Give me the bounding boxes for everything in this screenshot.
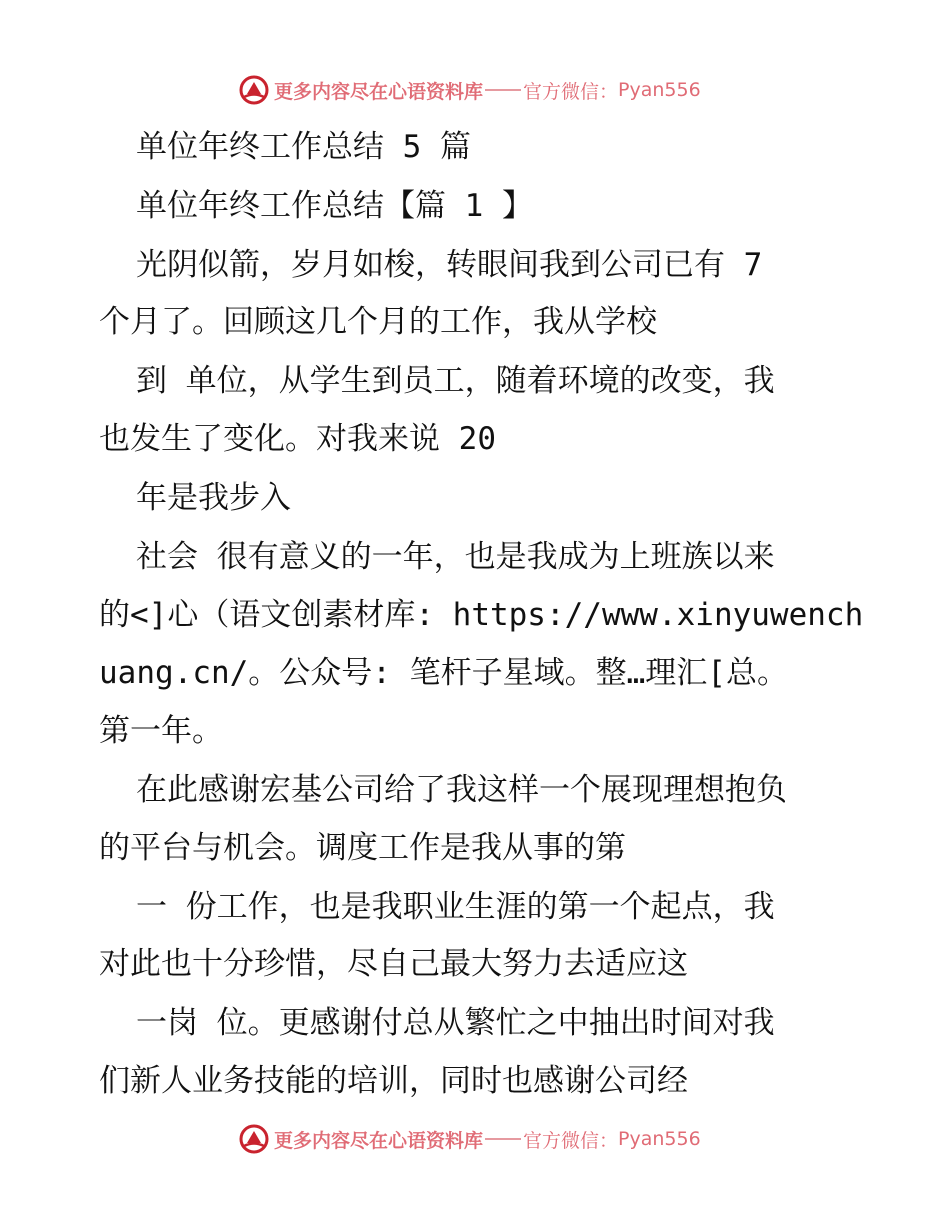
paragraph-line: 第一年。 xyxy=(99,713,223,749)
banner-wechat-id: Pyan556 xyxy=(618,79,701,101)
book-logo-icon xyxy=(238,1123,270,1155)
banner-dash xyxy=(485,89,521,91)
paragraph-line: 也发生了变化。对我来说 20 xyxy=(99,421,496,457)
paragraph-line: 年是我步入 xyxy=(136,480,291,516)
banner-wechat-id: Pyan556 xyxy=(618,1128,701,1150)
footer-banner xyxy=(238,1121,758,1157)
banner-dash xyxy=(485,1138,521,1140)
banner-wechat-label: 官方微信： xyxy=(523,80,619,103)
paragraph-line: 一 份工作，也是我职业生涯的第一个起点，我 xyxy=(136,889,775,925)
paragraph-line: 到 单位，从学生到员工，随着环境的改变，我 xyxy=(136,363,775,399)
banner-text: 更多内容尽在心语资料库 xyxy=(274,1129,484,1152)
book-logo-icon xyxy=(238,74,270,106)
paragraph-line: 对此也十分珍惜，尽自己最大努力去适应这 xyxy=(99,946,688,982)
paragraph-line: 社会 很有意义的一年，也是我成为上班族以来 xyxy=(136,539,775,575)
paragraph-line: 的平台与机会。调度工作是我从事的第 xyxy=(99,830,626,866)
paragraph-line: 们新人业务技能的培训，同时也感谢公司经 xyxy=(99,1063,688,1099)
paragraph-line: 光阴似箭，岁月如梭，转眼间我到公司已有 7 xyxy=(136,247,763,283)
paragraph-line: 一岗 位。更感谢付总从繁忙之中抽出时间对我 xyxy=(136,1005,775,1041)
section-heading: 单位年终工作总结【篇 1 】 xyxy=(136,188,533,224)
paragraph-line: uang.cn/。公众号: 笔杆子星域。整…理汇[总。 xyxy=(99,655,788,691)
header-banner xyxy=(238,72,758,108)
paragraph-line: 在此感谢宏基公司给了我这样一个展现理想抱负 xyxy=(136,772,787,808)
paragraph-line: 个月了。回顾这几个月的工作，我从学校 xyxy=(99,304,657,340)
doc-title: 单位年终工作总结 5 篇 xyxy=(136,129,471,165)
banner-wechat-label: 官方微信： xyxy=(523,1129,619,1152)
paragraph-line: 的<]心（语文创素材库: https://www.xinyuwench xyxy=(99,597,864,633)
banner-text: 更多内容尽在心语资料库 xyxy=(274,80,484,103)
